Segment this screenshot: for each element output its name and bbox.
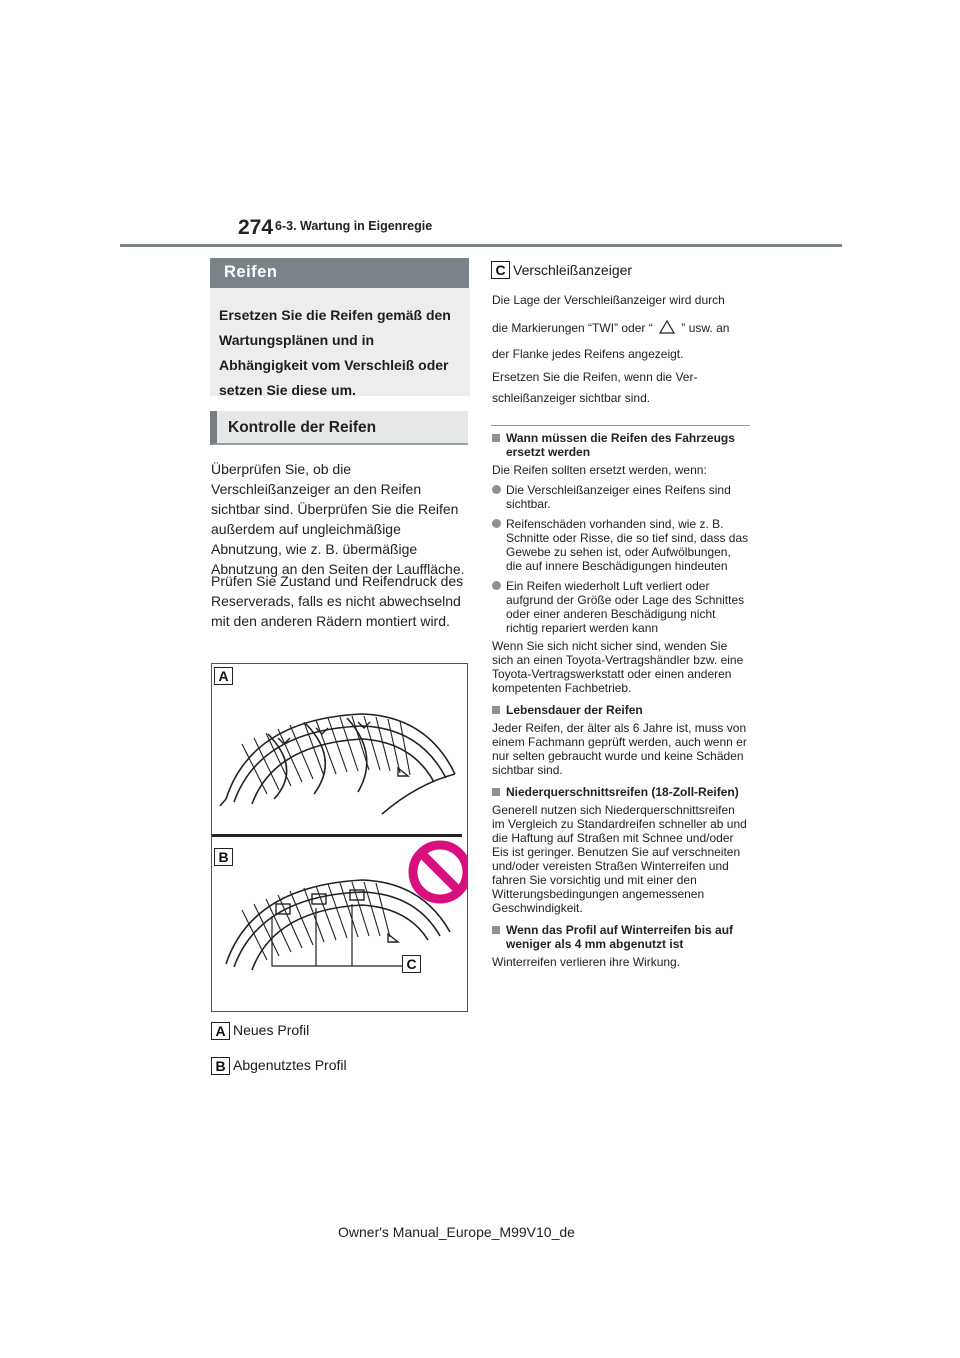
c-description-line [492,320,729,335]
note-heading-text: Wenn das Profil auf Winterreifen bis auf weniger als 4 mm abgenutzt ist [506,923,734,951]
tire-tread-figure [211,663,468,1012]
c-description-line: der Flanke jedes Reifens angezeigt. [492,347,684,361]
tire-tread-illustration [212,664,467,1011]
reifen-heading: Reifen [210,258,469,288]
header-rule [120,244,842,247]
c-description-line: Ersetzen Sie die Reifen, wenn die Ver- [492,370,698,384]
figure-divider [212,834,462,837]
square-bullet-icon [492,926,500,934]
list-item-text: Die Verschleißanzeiger eines Reifens sind sichtbar. [506,483,731,511]
list-item [492,483,750,511]
paragraph-spare-check: Prüfen Sie Zustand und Reifendruck des Reserverads, falls es nicht abwechselnd mit den anderen Rädern montiert wird. [211,573,464,629]
circle-bullet-icon [492,519,501,528]
list-item-text: Ein Reifen wiederholt Luft verliert oder aufgrund der Größe oder Lage des Schnittes oder einer anderen Beschädigung nicht richtig repariert werden kann [506,579,745,635]
section-title: 6-3. Wartung in Eigenregie [275,219,433,233]
note-heading [492,785,750,799]
kontrolle-heading: Kontrolle der Reifen [210,411,468,445]
legend-a-box: A [211,1022,230,1040]
note-text: Generell nutzen sich Niederquerschnittsreifen im Vergleich zu Standardreifen schneller ab und die Haftung auf Straßen mit Schnee und/oder Eis ist geringer. Benutzen Sie auf verschneiten und/oder vereisten Straßen Winterreifen und fahren Sie vorsichtig und mit einer den Witterungsbedingungen angemessenen Geschwindigkeit. [492,803,747,915]
footer-manual-id: Owner's Manual_Europe_M99V10_de [338,1224,575,1240]
triangle-mark-icon [659,320,675,334]
paragraph-wear-check: Überprüfen Sie, ob die Verschleißanzeiger an den Reifen sichtbar sind. Überprüfen Sie die Reifen außerdem auf ungleichmäßige Abnutzung, wie z. B. übermäßige Abnutzung an den Seiten der Lauffläche. [211,461,465,577]
c-description-line-end: ” usw. an [681,321,730,335]
list-item [492,579,750,635]
figure-label-b: B [214,848,233,866]
note-heading [492,923,750,951]
legend-c-text: Verschleißanzeiger [513,262,633,278]
figure-label-c: C [402,955,421,973]
note-text: Winterreifen verlieren ihre Wirkung. [492,955,681,969]
figure-label-a: A [214,667,233,685]
right-column-rule [491,425,750,426]
note-text: Die Reifen sollten ersetzt werden, wenn: [492,463,707,477]
note-heading [492,431,750,459]
page-number: 274 [238,216,274,239]
note-heading-text: Niederquerschnittsreifen (18-Zoll-Reifen) [506,785,739,799]
prohibition-icon [413,845,467,899]
legend-a-text: Neues Profil [233,1022,310,1038]
note-text: Wenn Sie sich nicht sicher sind, wenden Sie sich an einen Toyota-Vertragshändler bzw. eine Toyota-Vertragswerkstatt oder einen anderen kompetenten Fachbetrieb. [492,639,744,695]
square-bullet-icon [492,434,500,442]
c-description-line-start: die Markierungen “TWI” oder “ [492,321,653,335]
list-item [492,517,750,573]
note-heading-text: Wann müssen die Reifen des Fahrzeugs ersetzt werden [506,431,735,459]
note-text: Jeder Reifen, der älter als 6 Jahre ist, muss von einem Fachmann geprüft werden, auch wenn er nur selten gebraucht wurde und keine Schäden sichtbar sind. [492,721,747,777]
list-item-text: Reifenschäden vorhanden sind, wie z. B. Schnitte oder Risse, die so tief sind, dass das Gewebe zu sehen ist, oder Aufwölbungen, die auf innere Beschädigungen hindeuten [506,517,749,573]
square-bullet-icon [492,788,500,796]
intro-box: Ersetzen Sie die Reifen gemäß den Wartungsplänen und in Abhängigkeit vom Verschleiß oder setzen Sie diese um. [210,288,470,396]
legend-b-text: Abgenutztes Profil [233,1057,347,1073]
circle-bullet-icon [492,581,501,590]
note-heading-text: Lebensdauer der Reifen [506,703,643,717]
legend-c-box: C [491,261,510,279]
circle-bullet-icon [492,485,501,494]
legend-b-box: B [211,1057,230,1075]
c-description-line: schleißanzeiger sichtbar sind. [492,391,651,405]
c-description-line: Die Lage der Verschleißanzeiger wird durch [492,293,725,307]
note-heading [492,703,750,717]
tire-new-tread [220,714,455,814]
notes-section [492,430,750,969]
square-bullet-icon [492,706,500,714]
